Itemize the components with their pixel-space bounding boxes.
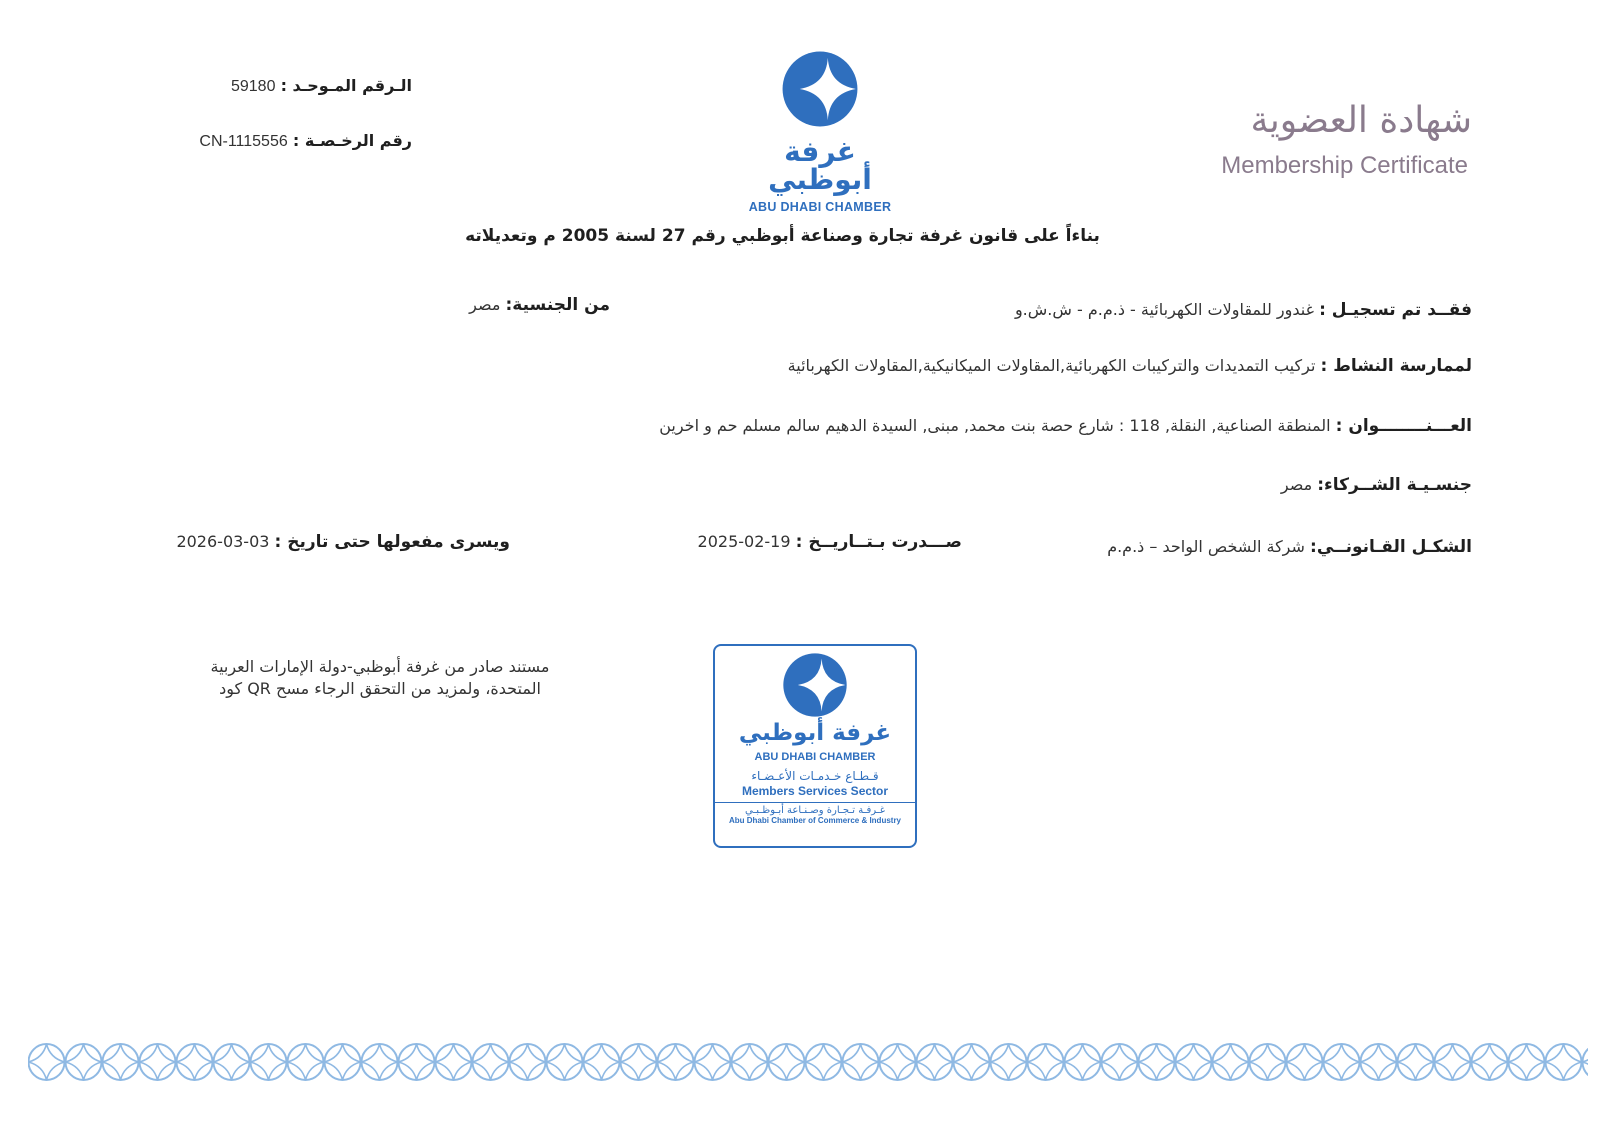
field-registered	[1015, 300, 1472, 320]
valid-until-value: 03-03-2026	[176, 532, 270, 551]
nationality-value: مصر	[469, 295, 501, 314]
verification-note-line2: المتحدة، ولمزيد من التحقق الرجاء مسح QR كود	[219, 679, 541, 698]
field-address	[659, 416, 1472, 436]
certificate-title-ar: شهادة العضوية	[1250, 100, 1472, 141]
field-partners-nationality	[1281, 475, 1472, 495]
field-nationality	[469, 295, 610, 315]
stamp-name-en: ABU DHABI CHAMBER	[754, 751, 876, 763]
partners-nationality-label: جنسـيـة الشــركاء:	[1317, 475, 1472, 495]
stamp-emblem-icon	[782, 650, 848, 720]
license-number-line	[199, 131, 412, 151]
nationality-label: من الجنسية:	[505, 295, 610, 315]
unified-number-value: 59180	[230, 78, 276, 95]
stamp-footer-en: Abu Dhabi Chamber of Commerce & Industry	[728, 816, 902, 825]
verification-note	[180, 656, 580, 700]
registered-value: غندور للمقاولات الكهربائية - ذ.م.م - ش.ش.و	[1014, 300, 1314, 319]
activity-value: تركيب التمديدات والتركيبات الكهربائية,المقاولات الميكانيكية,المقاولات الكهربائية	[787, 356, 1316, 375]
chamber-emblem-icon	[781, 44, 859, 134]
legal-form-label: الشكـل القـانونــي:	[1310, 537, 1472, 557]
preamble: بناءاً على قانون غرفة تجارة وصناعة أبوظبي رقم 27 لسنة 2005 م وتعديلاته	[465, 226, 1100, 246]
certificate-title-en: Membership Certificate	[1221, 152, 1468, 179]
unified-number-label: الـرقم المـوحـد :	[280, 76, 412, 95]
stamp-name-ar: غرفة أبوظبي	[738, 720, 892, 746]
field-activity	[788, 356, 1472, 376]
legal-form-value: شركة الشخص الواحد – ذ.م.م	[1107, 537, 1305, 556]
address-value: المنطقة الصناعية, النقلة, 118 : شارع حصة بنت محمد, مبنى, السيدة الدهيم سالم مسلم حم و اخرين	[659, 416, 1331, 435]
valid-until-label: ويسرى مفعولها حتى تاريخ :	[274, 532, 510, 552]
activity-label: لممارسة النشاط :	[1320, 356, 1472, 376]
field-legal-form	[1107, 537, 1472, 557]
stamp-sector-ar: قـطـاع خـدمـات الأعـضـاء	[751, 769, 879, 783]
stamp-footer-ar: غـرفـة تـجـارة وصـنـاعة أبـوظـبـي	[745, 805, 885, 816]
registered-label: فقــد تم تسجيـل :	[1319, 300, 1472, 320]
members-services-stamp	[713, 644, 917, 848]
license-number-label: رقم الرخـصـة :	[292, 131, 412, 150]
issue-date-label: صـــدرت بـتــاريــخ :	[795, 532, 962, 552]
logo-name-ar: غرفة أبوظبي	[768, 135, 872, 196]
chamber-logo	[740, 44, 900, 214]
field-issue-date	[698, 532, 962, 552]
logo-name-en: ABU DHABI CHAMBER	[748, 200, 892, 214]
field-valid-until	[176, 532, 510, 552]
decorative-pattern-band	[28, 1032, 1588, 1092]
issue-date-value: 19-02-2025	[697, 532, 791, 551]
partners-nationality-value: مصر	[1280, 475, 1313, 494]
address-label: العـــنــــــــوان :	[1335, 416, 1472, 436]
stamp-footer	[715, 802, 915, 825]
verification-note-line1: مستند صادر من غرفة أبوظبي-دولة الإمارات العربية	[210, 657, 550, 676]
unified-number-line	[231, 76, 412, 96]
stamp-sector-en: Members Services Sector	[741, 784, 889, 798]
license-number-value: CN-1115556	[199, 133, 288, 150]
